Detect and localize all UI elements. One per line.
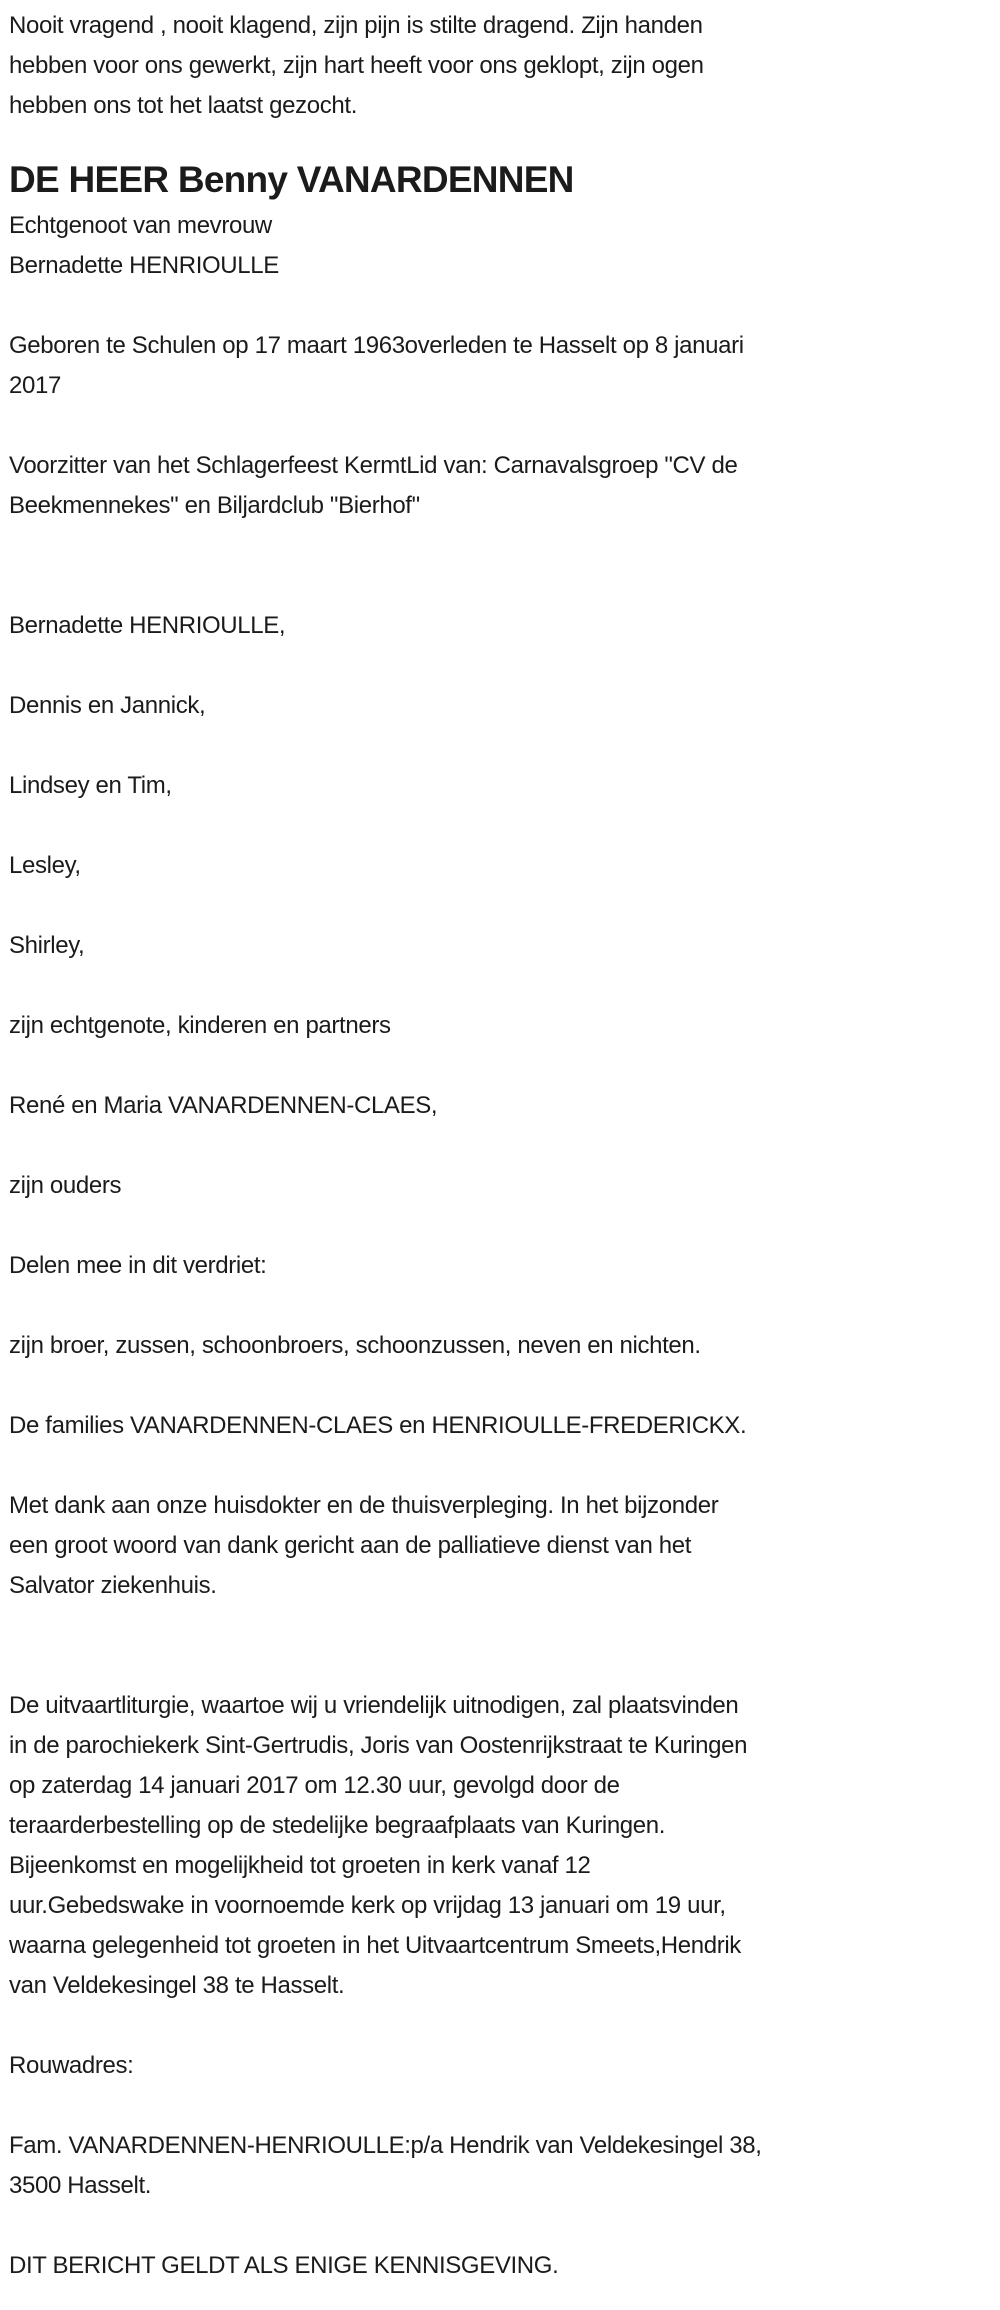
mourner-line: Shirley, bbox=[9, 932, 85, 959]
acknowledgement-text: Met dank aan onze huisdokter en de thuisverpleging. In het bijzonder een groot woord van dank gericht aan de palliatieve dienst van het Salvator ziekenhuis. bbox=[9, 1492, 719, 1599]
mourner-line: Bernadette HENRIOULLE, bbox=[9, 612, 286, 639]
mourner-line: Lindsey en Tim, bbox=[9, 772, 172, 799]
mourner-relation-line: zijn ouders bbox=[9, 1172, 122, 1199]
funeral-details-text: De uitvaartliturgie, waartoe wij u vriendelijk uitnodigen, zal plaatsvinden in de parochiekerk Sint-Gertrudis, Joris van Oostenrijkstraat te Kuringen op zaterdag 14 januari 2017 om 12.30 uur, gevolgd door de teraarderbestelling op de stedelijke begraafplaats van Kuringen. Bijeenkomst en mogelijkheid tot groeten in kerk vanaf 12 uur.Gebedswake in voornoemde kerk op vrijdag 13 januari om 19 uur, waarna gelegenheid tot groeten in het Uitvaartcentrum Smeets,Hendrik van Veldekesingel 38 te Hasselt. bbox=[9, 1692, 748, 1999]
mourners-block bbox=[9, 566, 990, 1646]
deceased-header bbox=[9, 154, 990, 286]
mourner-line: zijn broer, zussen, schoonbroers, schoonzussen, neven en nichten. bbox=[9, 1332, 701, 1359]
memberships-text: Voorzitter van het Schlagerfeest KermtLid van: Carnavalsgroep "CV de Beekmennekes" en Biljardclub "Bierhof" bbox=[9, 452, 738, 519]
mourner-line: De families VANARDENNEN-CLAES en HENRIOULLE-FREDERICKX. bbox=[9, 1412, 747, 1439]
mourners-subheading: Delen mee in dit verdriet: bbox=[9, 1252, 267, 1279]
mourner-line: René en Maria VANARDENNEN-CLAES, bbox=[9, 1092, 438, 1119]
mourner-line: Lesley, bbox=[9, 852, 81, 879]
mourning-address-label: Rouwadres: bbox=[9, 2052, 134, 2079]
deceased-name-heading: DE HEER Benny VANARDENNEN bbox=[9, 159, 574, 200]
notice-footer-text: DIT BERICHT GELDT ALS ENIGE KENNISGEVING. bbox=[9, 2252, 559, 2279]
epigraph-text: Nooit vragend , nooit klagend, zijn pijn is stilte dragend. Zijn handen hebben voor ons gewerkt, zijn hart heeft voor ons geklopt, zijn ogen hebben ons tot het laatst gezocht. bbox=[9, 12, 704, 119]
mourner-line: Dennis en Jannick, bbox=[9, 692, 206, 719]
mourning-address-text: Fam. VANARDENNEN-HENRIOULLE:p/a Hendrik van Veldekesingel 38, 3500 Hasselt. bbox=[9, 2132, 762, 2199]
mourner-relation-line: zijn echtgenote, kinderen en partners bbox=[9, 1012, 391, 1039]
relation-line: Echtgenoot van mevrouw bbox=[9, 212, 272, 239]
spouse-name: Bernadette HENRIOULLE bbox=[9, 252, 279, 279]
life-dates-text: Geboren te Schulen op 17 maart 1963overleden te Hasselt op 8 januari 2017 bbox=[9, 332, 744, 399]
